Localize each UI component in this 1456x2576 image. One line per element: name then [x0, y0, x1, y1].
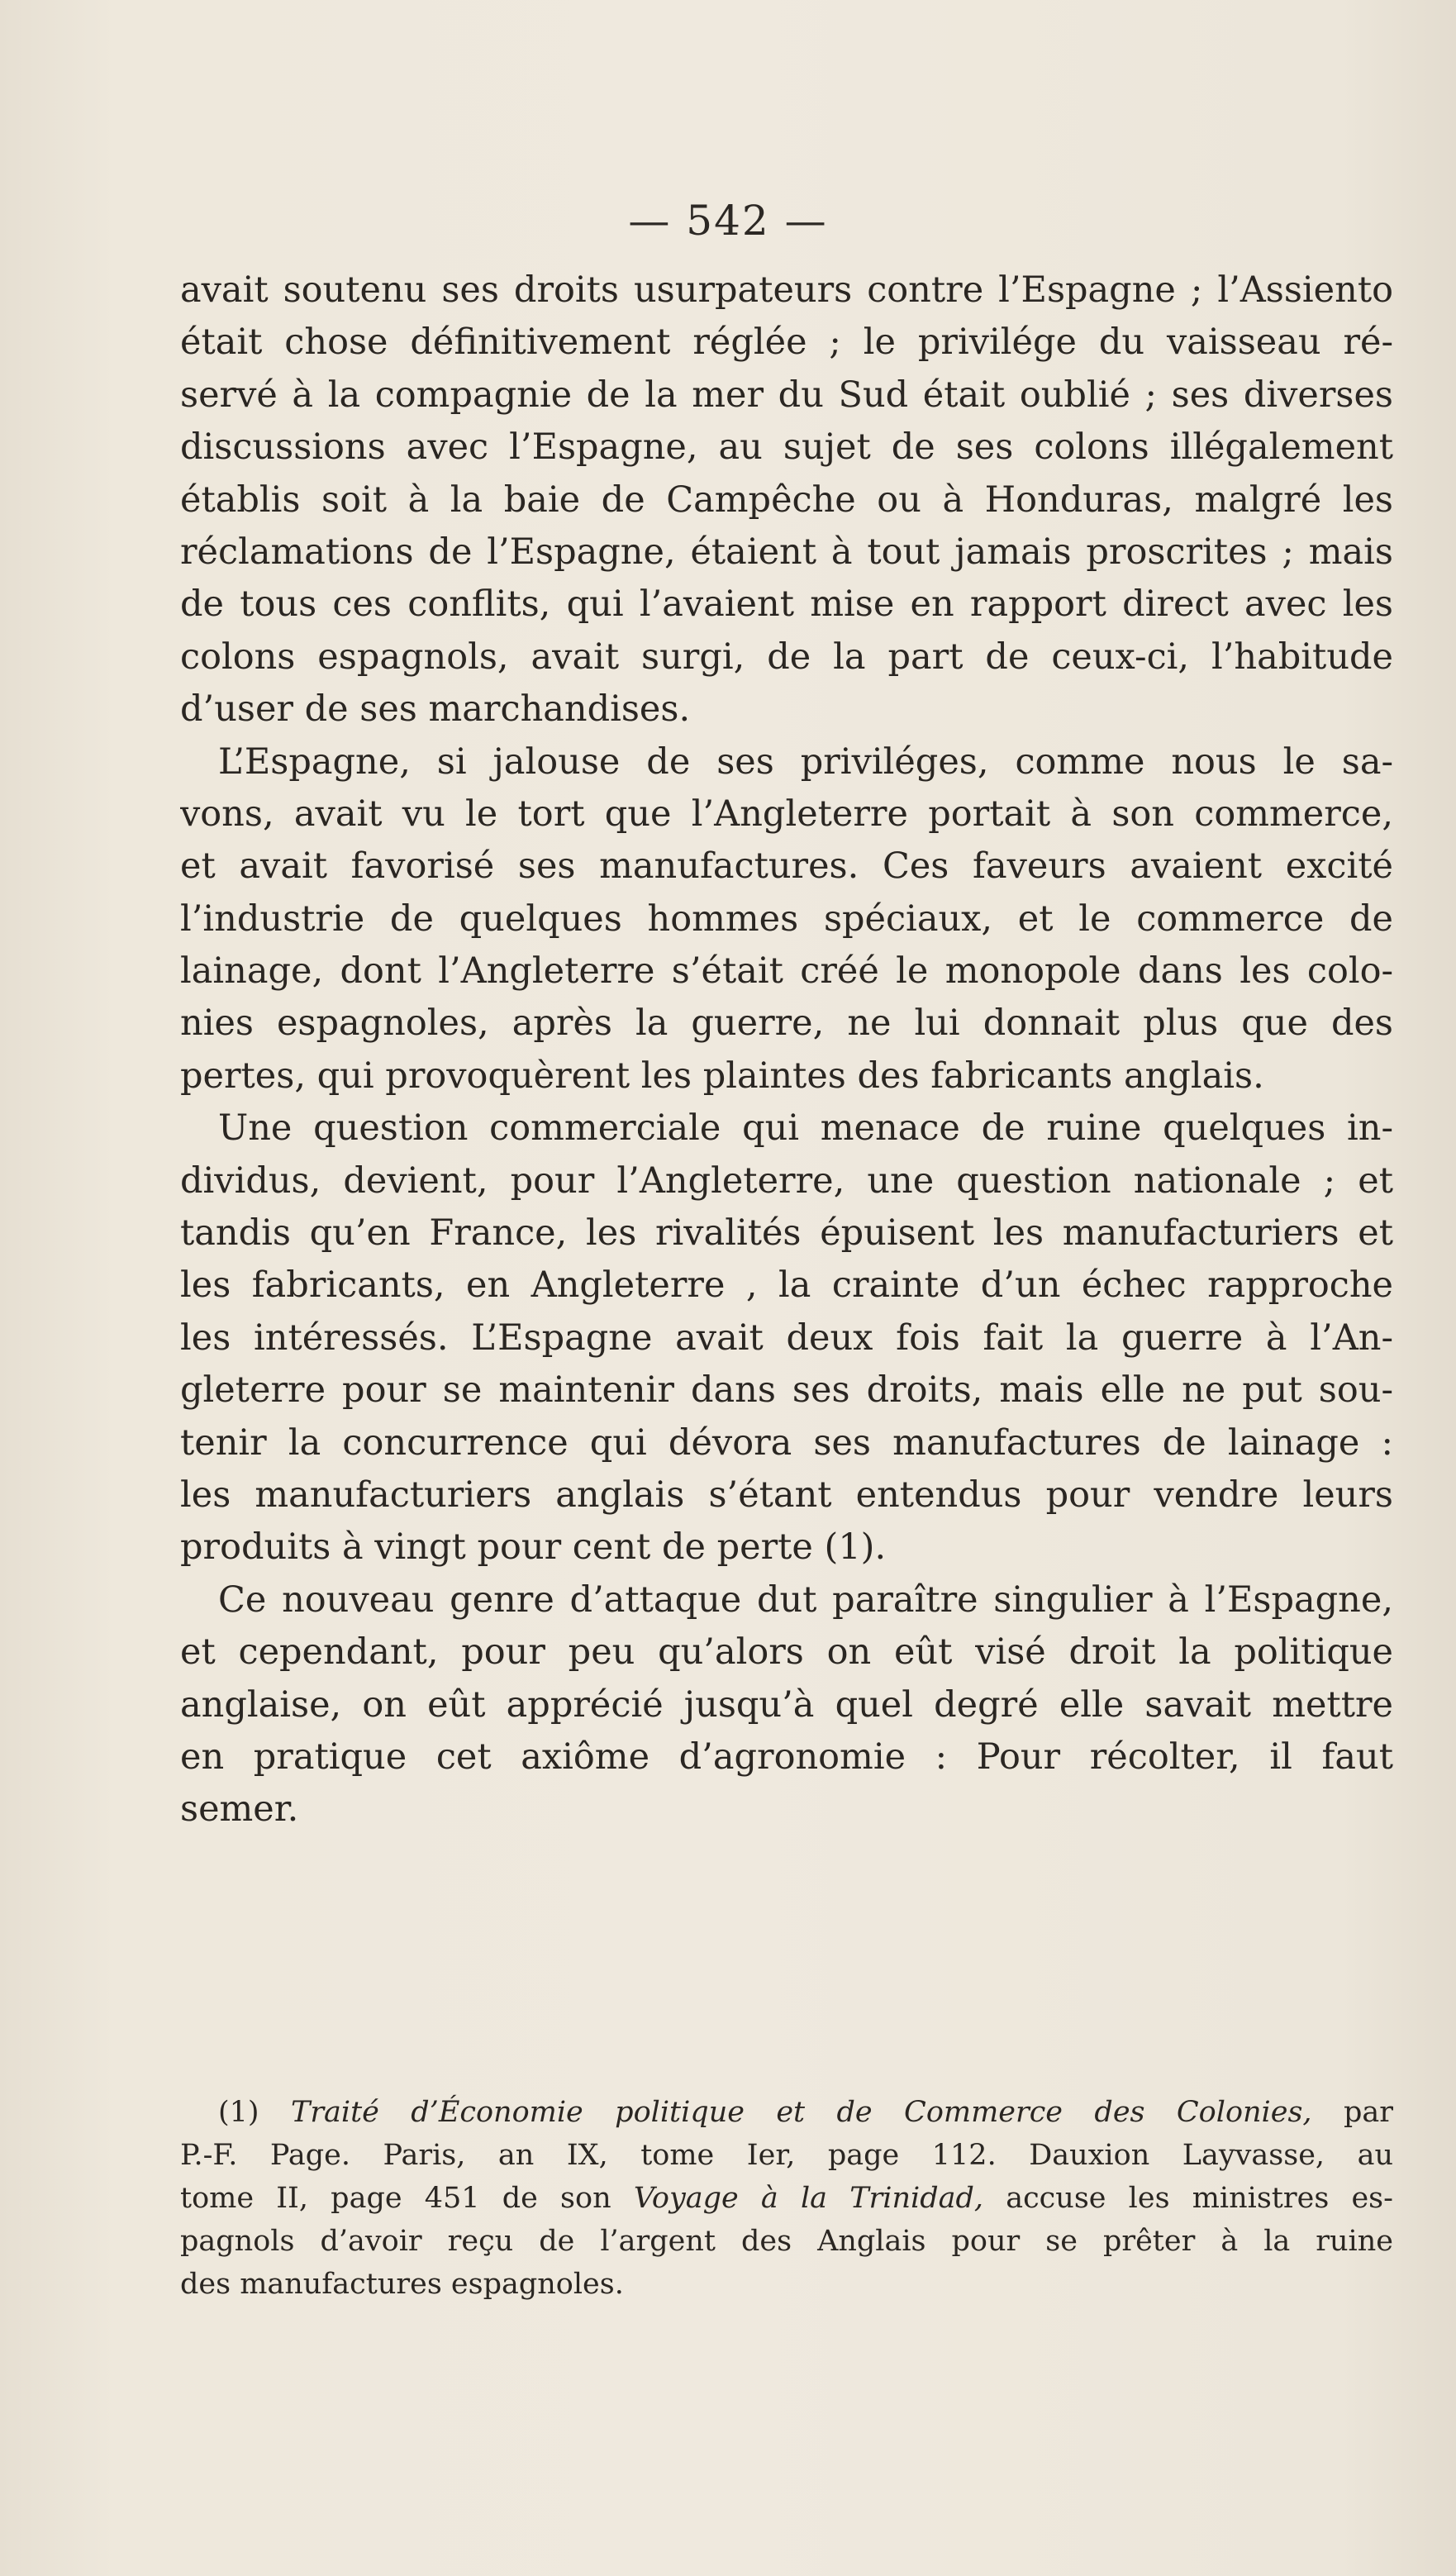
text-line: tenir la concurrence qui dévora ses manufactures de lainage :	[180, 1421, 1393, 1464]
text-line: et avait favorisé ses manufactures. Ces faveurs avaient excité	[180, 845, 1393, 888]
footnote-line	[180, 2091, 1393, 2134]
text-line: et cependant, pour peu qu’alors on eût visé droit la politique	[180, 1631, 1393, 1674]
text-line: d’user de ses marchandises.	[180, 688, 691, 731]
footnote-line	[180, 2177, 1393, 2220]
footnote-book-title: Traité d’Économie politique et de Commerce des Colonies,	[290, 2096, 1312, 2129]
text-line: avait soutenu ses droits usurpateurs contre l’Espagne ; l’Assiento	[180, 269, 1393, 311]
text-line: colons espagnols, avait surgi, de la part de ceux-ci, l’habitude	[180, 636, 1393, 678]
footnote-text: tome II, page 451 de son	[180, 2182, 611, 2215]
footnote-text: par	[1343, 2096, 1393, 2129]
text-line: lainage, dont l’Angleterre s’était créé le monopole dans les colo-	[180, 950, 1393, 993]
text-line: les fabricants, en Angleterre , la crainte d’un échec rapproche	[180, 1264, 1393, 1307]
text-line: les intéressés. L’Espagne avait deux fois fait la guerre à l’An-	[180, 1317, 1393, 1359]
text-line: semer.	[180, 1788, 299, 1831]
text-line: L’Espagne, si jalouse de ses priviléges, comme nous le sa-	[218, 740, 1393, 783]
text-line: nies espagnoles, après la guerre, ne lui donnait plus que des	[180, 1002, 1393, 1045]
text-line: l’industrie de quelques hommes spéciaux, et le commerce de	[180, 898, 1393, 940]
text-line: dividus, devient, pour l’Angleterre, une question nationale ; et	[180, 1159, 1393, 1202]
text-line: pertes, qui provoquèrent les plaintes des fabricants anglais.	[180, 1055, 1264, 1097]
text-line: gleterre pour se maintenir dans ses droits, mais elle ne put sou-	[180, 1369, 1393, 1412]
body-text	[180, 264, 1393, 1836]
text-line: Une question commerciale qui menace de ruine quelques in-	[218, 1107, 1393, 1150]
text-line: servé à la compagnie de la mer du Sud était oublié ; ses diverses	[180, 374, 1393, 416]
text-line: établis soit à la baie de Campêche ou à Honduras, malgré les	[180, 479, 1393, 521]
text-line: les manufacturiers anglais s’étant entendus pour vendre leurs	[180, 1474, 1393, 1516]
footnote-line: des manufactures espagnoles.	[180, 2268, 624, 2301]
footnote	[180, 2091, 1393, 2306]
footnote-number: (1)	[218, 2096, 259, 2129]
page-number: — 542 —	[628, 197, 828, 245]
text-line: réclamations de l’Espagne, étaient à tout jamais proscrites ; mais	[180, 531, 1393, 573]
text-line: tandis qu’en France, les rivalités épuisent les manufacturiers et	[180, 1212, 1393, 1255]
text-line: produits à vingt pour cent de perte (1).	[180, 1526, 887, 1569]
footnote-text: accuse les ministres es-	[1006, 2182, 1393, 2215]
text-line: vons, avait vu le tort que l’Angleterre portait à son commerce,	[180, 793, 1393, 835]
footnote-line: pagnols d’avoir reçu de l’argent des Anglais pour se prêter à la ruine	[180, 2225, 1393, 2258]
text-line: était chose définitivement réglée ; le privilége du vaisseau ré-	[180, 321, 1393, 364]
text-line: en pratique cet axiôme d’agronomie : Pour récolter, il faut	[180, 1736, 1393, 1778]
footnote-book-title: Voyage à la Trinidad,	[633, 2182, 984, 2215]
text-line: de tous ces conflits, qui l’avaient mise en rapport direct avec les	[180, 583, 1393, 626]
text-line: anglaise, on eût apprécié jusqu’à quel degré elle savait mettre	[180, 1683, 1393, 1726]
text-line: Ce nouveau genre d’attaque dut paraître singulier à l’Espagne,	[218, 1578, 1393, 1621]
text-line: discussions avec l’Espagne, au sujet de ses colons illégalement	[180, 426, 1393, 469]
footnote-line: P.-F. Page. Paris, an IX, tome Ier, page 112. Dauxion Layvasse, au	[180, 2139, 1393, 2172]
